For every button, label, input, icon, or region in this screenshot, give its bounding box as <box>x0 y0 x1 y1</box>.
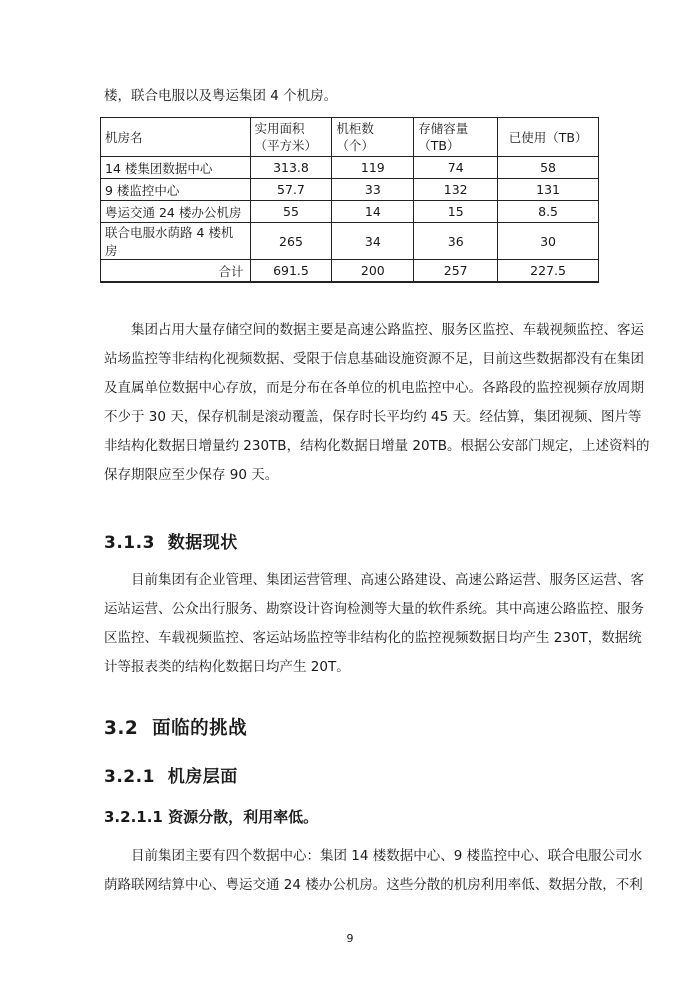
cell-area: 57.7 <box>250 179 332 201</box>
cell-cabinets: 119 <box>332 157 414 179</box>
paragraph-line: 集团占用大量存储空间的数据主要是高速公路监控、服务区监控、车载视频监控、客运 <box>131 322 644 338</box>
cell-area: 313.8 <box>250 157 332 179</box>
paragraph-line: 站场监控等非结构化视频数据、受限于信息基础设施资源不足，目前这些数据都没有在集团 <box>104 351 644 367</box>
cell-room: 联合电服水荫路 4 楼机房 <box>101 223 251 260</box>
paragraph-line: 目前集团有企业管理、集团运营管理、高速公路建设、高速公路运营、服务区运营、客 <box>131 572 644 588</box>
table-total-row <box>101 260 599 283</box>
paragraph-line: 运站运营、公众出行服务、勘察设计咨询检测等大量的软件系统。其中高速公路监控、服务 <box>104 601 644 617</box>
cell-used: 131 <box>498 179 599 201</box>
table-header-row <box>101 118 599 157</box>
server-room-table <box>100 117 599 283</box>
cell-capacity: 15 <box>414 201 498 223</box>
paragraph-line: 不少于 30 天，保存机制是滚动覆盖，保存时长平均约 45 天。经估算，集团视频、图片等 <box>104 409 642 425</box>
cell-capacity: 74 <box>414 157 498 179</box>
paragraph-storage <box>104 316 650 490</box>
cell-total-capacity: 257 <box>414 260 498 283</box>
cell-cabinets: 34 <box>332 223 414 260</box>
cell-cabinets: 33 <box>332 179 414 201</box>
cell-total-used: 227.5 <box>498 260 599 283</box>
paragraph-resources <box>104 842 643 900</box>
cell-capacity: 36 <box>414 223 498 260</box>
header-area: 实用面积 （平方米） <box>250 118 332 157</box>
header-capacity: 存储容量 （TB） <box>414 118 498 157</box>
intro-line: 楼，联合电服以及粤运集团 4 个机房。 <box>104 88 338 104</box>
cell-room: 9 楼监控中心 <box>101 179 251 201</box>
paragraph-data-status <box>104 566 644 682</box>
cell-total-label: 合计 <box>101 260 251 283</box>
header-room-name: 机房名 <box>101 118 251 157</box>
cell-cabinets: 14 <box>332 201 414 223</box>
heading-3-2-1: 3.2.1 机房层面 <box>104 767 238 787</box>
table-row <box>101 201 599 223</box>
cell-used: 8.5 <box>498 201 599 223</box>
paragraph-line: 计等报表类的结构化数据日均产生 20T。 <box>104 659 350 675</box>
cell-total-cabinets: 200 <box>332 260 414 283</box>
cell-capacity: 132 <box>414 179 498 201</box>
header-cabinets: 机柜数 （个） <box>332 118 414 157</box>
cell-room: 14 楼集团数据中心 <box>101 157 251 179</box>
cell-used: 30 <box>498 223 599 260</box>
heading-3-2: 3.2 面临的挑战 <box>104 718 248 739</box>
heading-3-2-1-1: 3.2.1.1 资源分散，利用率低。 <box>104 808 319 826</box>
page-number: 9 <box>346 932 354 945</box>
header-used: 已使用（TB） <box>498 118 599 157</box>
paragraph-line: 保存期限应至少保存 90 天。 <box>104 467 279 483</box>
cell-used: 58 <box>498 157 599 179</box>
paragraph-line: 目前集团主要有四个数据中心：集团 14 楼数据中心、9 楼监控中心、联合电服公司水 <box>131 848 643 864</box>
table-row <box>101 179 599 201</box>
cell-area: 55 <box>250 201 332 223</box>
cell-room: 粤运交通 24 楼办公机房 <box>101 201 251 223</box>
cell-area: 265 <box>250 223 332 260</box>
paragraph-line: 及直属单位数据中心存放，而是分布在各单位的机电监控中心。各路段的监控视频存放周期 <box>104 380 644 396</box>
heading-3-1-3: 3.1.3 数据现状 <box>104 533 238 553</box>
paragraph-line: 荫路联网结算中心、粤运交通 24 楼办公机房。这些分散的机房利用率低、数据分散，不利 <box>104 877 643 893</box>
cell-total-area: 691.5 <box>250 260 332 283</box>
paragraph-line: 非结构化数据日增量约 230TB，结构化数据日增量 20TB。根据公安部门规定，上述资料的 <box>104 438 650 454</box>
table-row <box>101 157 599 179</box>
table-row <box>101 223 599 260</box>
paragraph-line: 区监控、车载视频监控、客运站场监控等非结构化的监控视频数据日均产生 230T，数据统 <box>104 630 642 646</box>
